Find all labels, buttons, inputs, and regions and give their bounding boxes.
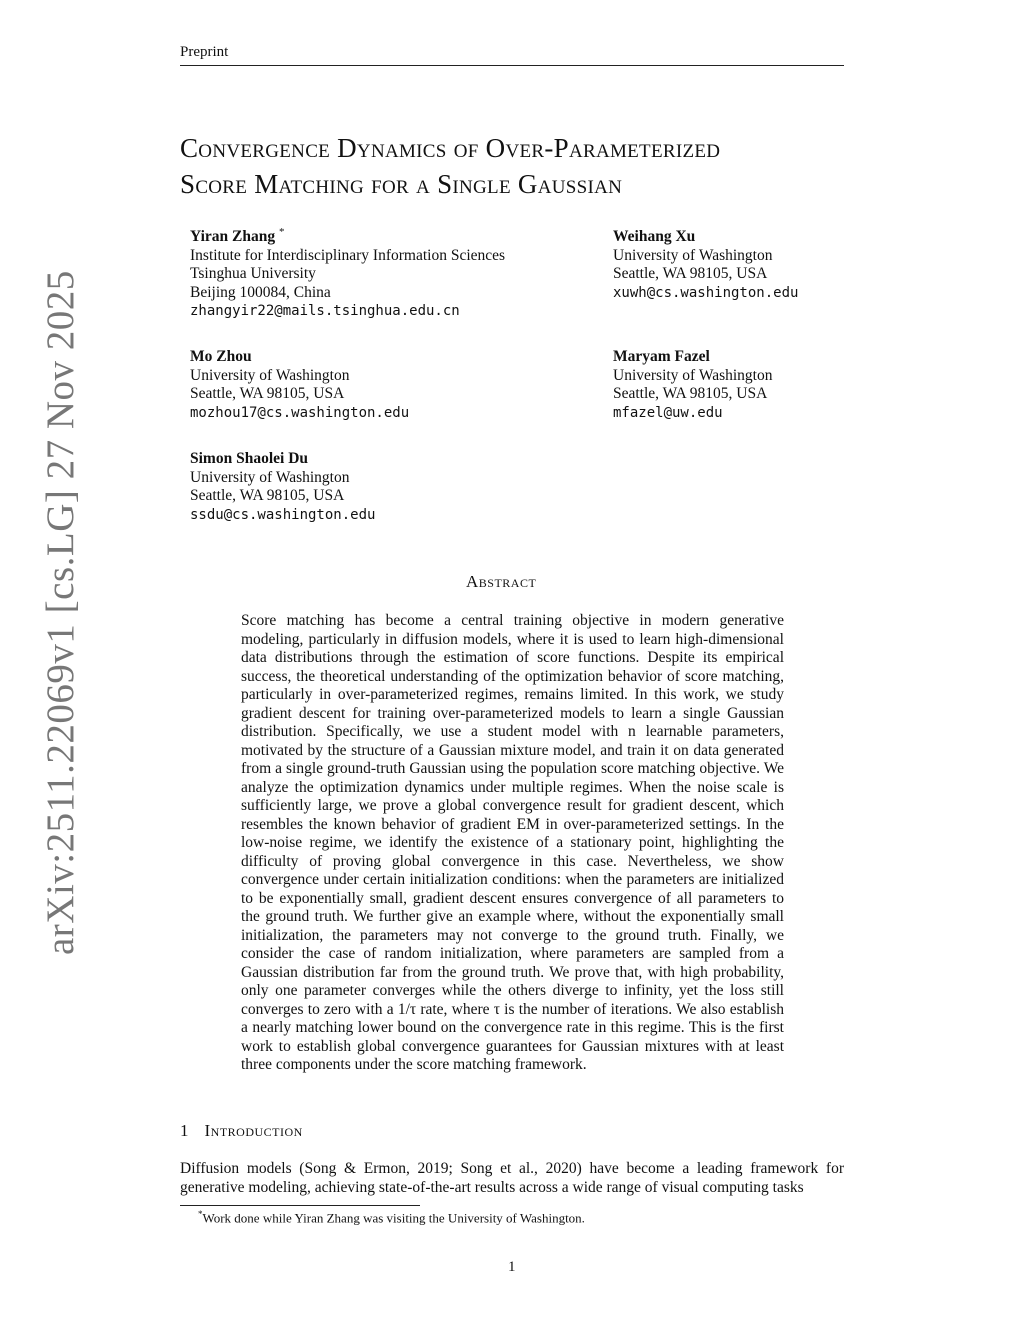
author-address: Beijing 100084, China [190,283,331,301]
author-name: Weihang Xu [613,228,696,245]
title-line-1: Convergence Dynamics of Over-Parameterized [180,133,721,163]
footnote-text: Work done while Yiran Zhang was visiting the University of Washington. [202,1210,585,1226]
author-email: xuwh@cs.washington.edu [613,284,799,301]
section-title: Introduction [204,1121,303,1140]
author-address: Seattle, WA 98105, USA [613,385,768,402]
paper-title [180,130,860,202]
footnote [198,1209,585,1226]
author-affiliation: Institute for Interdisciplinary Information Sciences [190,246,506,264]
section-heading-introduction [180,1121,303,1141]
page-number: 1 [508,1259,516,1275]
author-email: zhangyir22@mails.tsinghua.edu.cn [190,303,460,319]
author-block [190,348,409,422]
abstract-heading: Abstract [466,572,537,591]
abstract-body: Score matching has become a central training objective in modern generative modeling, particularly in diffusion models, where it is used to learn high-dimensional data distributions through the estimation of score functions. Despite its empirical success, the theoretical understanding of the optimization behavior of score matching, particularly in over-parameterized regimes, remains limited. In this work, we study gradient descent for training over-parameterized models to learn a single Gaussian distribution. Specifically, we use a student model with n learnable parameters, motivated by the structure of a Gaussian mixture model, and train it on data generated from a single ground-truth Gaussian using the population score matching objective. We analyze the optimization dynamics under multiple regimes. When the noise scale is sufficiently large, we prove a global convergence result for gradient descent, which resembles the known behavior of gradient EM in over-parameterized settings. In the low-noise regime, we identify the existence of a stationary point, highlighting the difficulty of proving global convergence in this case. Nevertheless, we show convergence under certain initialization conditions: when the parameters are initialized to be exponentially small, gradient descent ensures convergence of all parameters to the ground truth. We further give an example where, without the exponentially small initialization, the parameters may not converge to the ground truth. Finally, we consider the case of random initialization, where parameters are sampled from a Gaussian distribution far from the ground truth. We prove that, with high probability, only one parameter converges while the others diverge to infinity, yet the loss still converges to zero with a 1/τ rate, where τ is the number of iterations. We also establish a nearly matching lower bound on the convergence rate in this regime. This is the first work to establish global convergence guarantees for Gaussian mixtures with at least three components under the score matching framework. [241,612,784,1073]
author-name: Yiran Zhang [190,228,276,245]
author-affiliation: Tsinghua University [190,265,316,282]
author-affiliation: University of Washington [613,366,773,384]
footnote-mark: * [198,1209,203,1219]
footnote-rule [180,1205,420,1206]
author-email: mozhou17@cs.washington.edu [190,404,410,421]
running-header: Preprint [180,44,229,60]
author-name: Maryam Fazel [613,348,710,365]
author-affiliation: University of Washington [190,468,350,486]
author-address: Seattle, WA 98105, USA [190,487,345,504]
author-email: mfazel@uw.edu [613,404,723,421]
introduction-paragraph: Diffusion models (Song & Ermon, 2019; Song et al., 2020) have become a leading framework for generative modeling, achieving state-of-the-art results across a wide range of visual computing tasks [180,1160,844,1196]
author-footnote-mark: * [279,225,285,238]
section-number: 1 [180,1121,189,1140]
author-name: Mo Zhou [190,348,252,365]
author-name: Simon Shaolei Du [190,450,309,467]
author-affiliation: University of Washington [190,366,350,384]
author-affiliation: University of Washington [613,246,773,264]
author-block [190,225,506,321]
title-line-2: Score Matching for a Single Gaussian [180,169,623,199]
author-email: ssdu@cs.washington.edu [190,506,376,523]
author-block [613,228,798,302]
header-rule [180,65,844,66]
author-address: Seattle, WA 98105, USA [613,265,768,282]
arxiv-watermark: arXiv:2511.22069v1 [cs.LG] 27 Nov 2025 [39,270,82,955]
author-address: Seattle, WA 98105, USA [190,385,345,402]
author-block [190,450,375,524]
author-block [613,348,772,422]
